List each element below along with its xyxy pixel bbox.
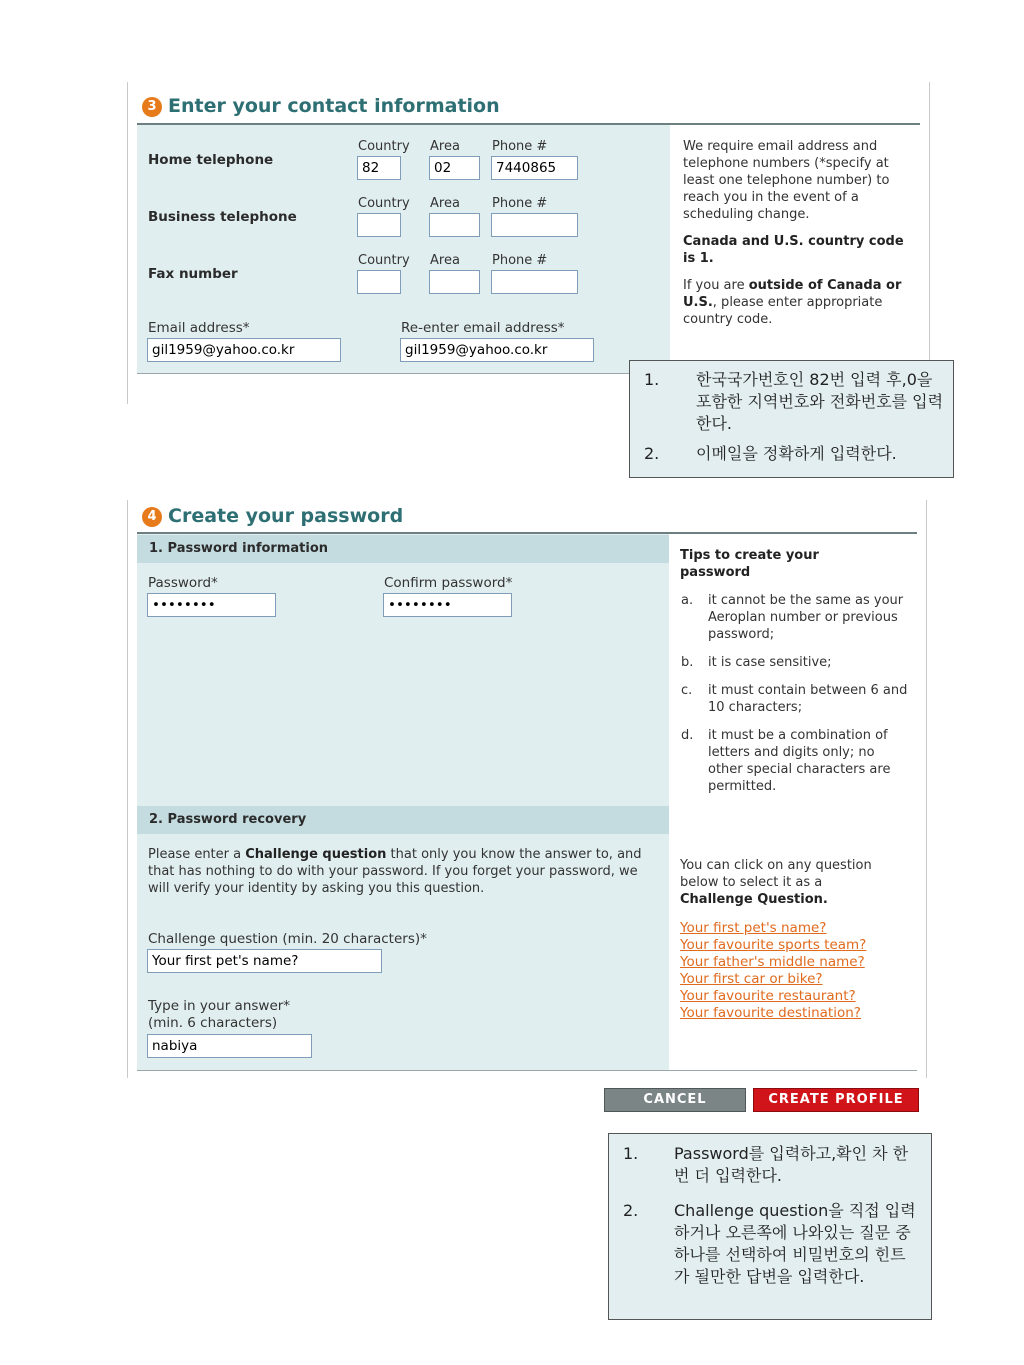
cancel-button[interactable]: CANCEL (604, 1088, 746, 1112)
question-link[interactable]: Your first pet's name? (680, 920, 827, 936)
section-rule-bottom (137, 1070, 917, 1071)
create-profile-button[interactable]: CREATE PROFILE (753, 1088, 919, 1112)
section-title-contact: Enter your contact information (168, 95, 500, 117)
password-tips-list (681, 592, 909, 806)
contact-info-paragraph: We require email address and telephone numbers (*specify at least one telephone number) to reach you in the event of a scheduling change. (683, 139, 890, 222)
answer-label: Type in your answer* (148, 998, 291, 1014)
home-country-input[interactable] (357, 156, 401, 180)
annotation-item: 1. 한국국가번호인 82번 입력 후,0을 포함한 지역번호와 전화번호를 입력한다. (644, 370, 944, 433)
step-badge: 4 (142, 507, 162, 527)
confirm-password-input[interactable] (383, 593, 512, 617)
annotation-box-contact (629, 360, 954, 478)
question-link[interactable]: Your father's middle name? (680, 954, 865, 970)
home-phone-input[interactable] (491, 156, 578, 180)
email-address-label: Email address* (148, 320, 250, 336)
fax-country-input[interactable] (357, 270, 401, 294)
area-column-label: Area (430, 139, 460, 154)
confirm-password-label: Confirm password* (384, 575, 513, 591)
country-column-label: Country (358, 196, 410, 211)
password-label: Password* (148, 575, 218, 591)
home-telephone-label: Home telephone (148, 152, 274, 168)
reenter-email-input[interactable] (400, 338, 594, 362)
phone-column-label: Phone # (492, 196, 548, 211)
section-border-left (127, 82, 128, 404)
business-country-input[interactable] (357, 213, 401, 237)
recovery-instructions: Please enter a Challenge question that only you know the answer to, and that has nothing to do with your password. If you forget your password, we will verify your identity by asking you this question. (148, 847, 642, 896)
outside-country-note: If you are outside of Canada or U.S., please enter appropriate country code. (683, 278, 902, 327)
section-border-right (929, 82, 930, 382)
reenter-email-label: Re-enter email address* (401, 320, 565, 336)
section-title-password: Create your password (168, 505, 404, 527)
password-tips-title: Tips to create your password (680, 548, 819, 580)
tip-item: a. it cannot be the same as your Aeroplan number or previous password; (681, 593, 904, 642)
challenge-hint-text: You can click on any question below to select it as a Challenge Question. (680, 858, 872, 907)
country-code-note: Canada and U.S. country code is 1. (683, 234, 904, 266)
password-input[interactable] (147, 593, 276, 617)
annotation-item: 1. Password를 입력하고,확인 차 한번 더 입력한다. (623, 1144, 909, 1185)
home-area-input[interactable] (429, 156, 480, 180)
area-column-label: Area (430, 196, 460, 211)
password-info-header: 1. Password information (137, 535, 669, 563)
annotation-item: 2. Challenge question을 직접 입력하거나 오른쪽에 나와있는 질문 중 하나를 선택하여 비밀번호의 힌트가 될만한 답변을 입력한다. (623, 1201, 916, 1286)
challenge-question-links (680, 920, 866, 1022)
contact-info-text (683, 138, 905, 328)
question-link[interactable]: Your favourite sports team? (680, 937, 867, 953)
area-column-label: Area (430, 253, 460, 268)
challenge-question-input[interactable] (147, 949, 382, 973)
fax-phone-input[interactable] (491, 270, 578, 294)
phone-column-label: Phone # (492, 253, 548, 268)
password-recovery-header: 2. Password recovery (137, 806, 669, 834)
challenge-question-label: Challenge question (min. 20 characters)* (148, 931, 427, 947)
question-link[interactable]: Your favourite destination? (680, 1005, 861, 1021)
country-column-label: Country (358, 139, 410, 154)
tip-item: b. it is case sensitive; (681, 655, 832, 670)
business-area-input[interactable] (429, 213, 480, 237)
section-border-right (926, 500, 927, 1078)
step-badge: 3 (142, 97, 162, 117)
question-link[interactable]: Your first car or bike? (680, 971, 823, 987)
fax-number-label: Fax number (148, 266, 238, 282)
business-phone-input[interactable] (491, 213, 578, 237)
fax-area-input[interactable] (429, 270, 480, 294)
answer-min-label: (min. 6 characters) (148, 1015, 278, 1031)
email-input[interactable] (147, 338, 341, 362)
annotation-item: 2. 이메일을 정확하게 입력한다. (644, 444, 897, 463)
country-column-label: Country (358, 253, 410, 268)
question-link[interactable]: Your favourite restaurant? (680, 988, 856, 1004)
annotation-box-password (608, 1133, 932, 1320)
business-telephone-label: Business telephone (148, 209, 297, 225)
section-border-left (127, 500, 128, 1078)
tip-item: c. it must contain between 6 and 10 characters; (681, 683, 908, 715)
answer-input[interactable] (147, 1034, 312, 1058)
tip-item: d. it must be a combination of letters and digits only; no other special characters are permitted. (681, 728, 891, 794)
phone-column-label: Phone # (492, 139, 548, 154)
